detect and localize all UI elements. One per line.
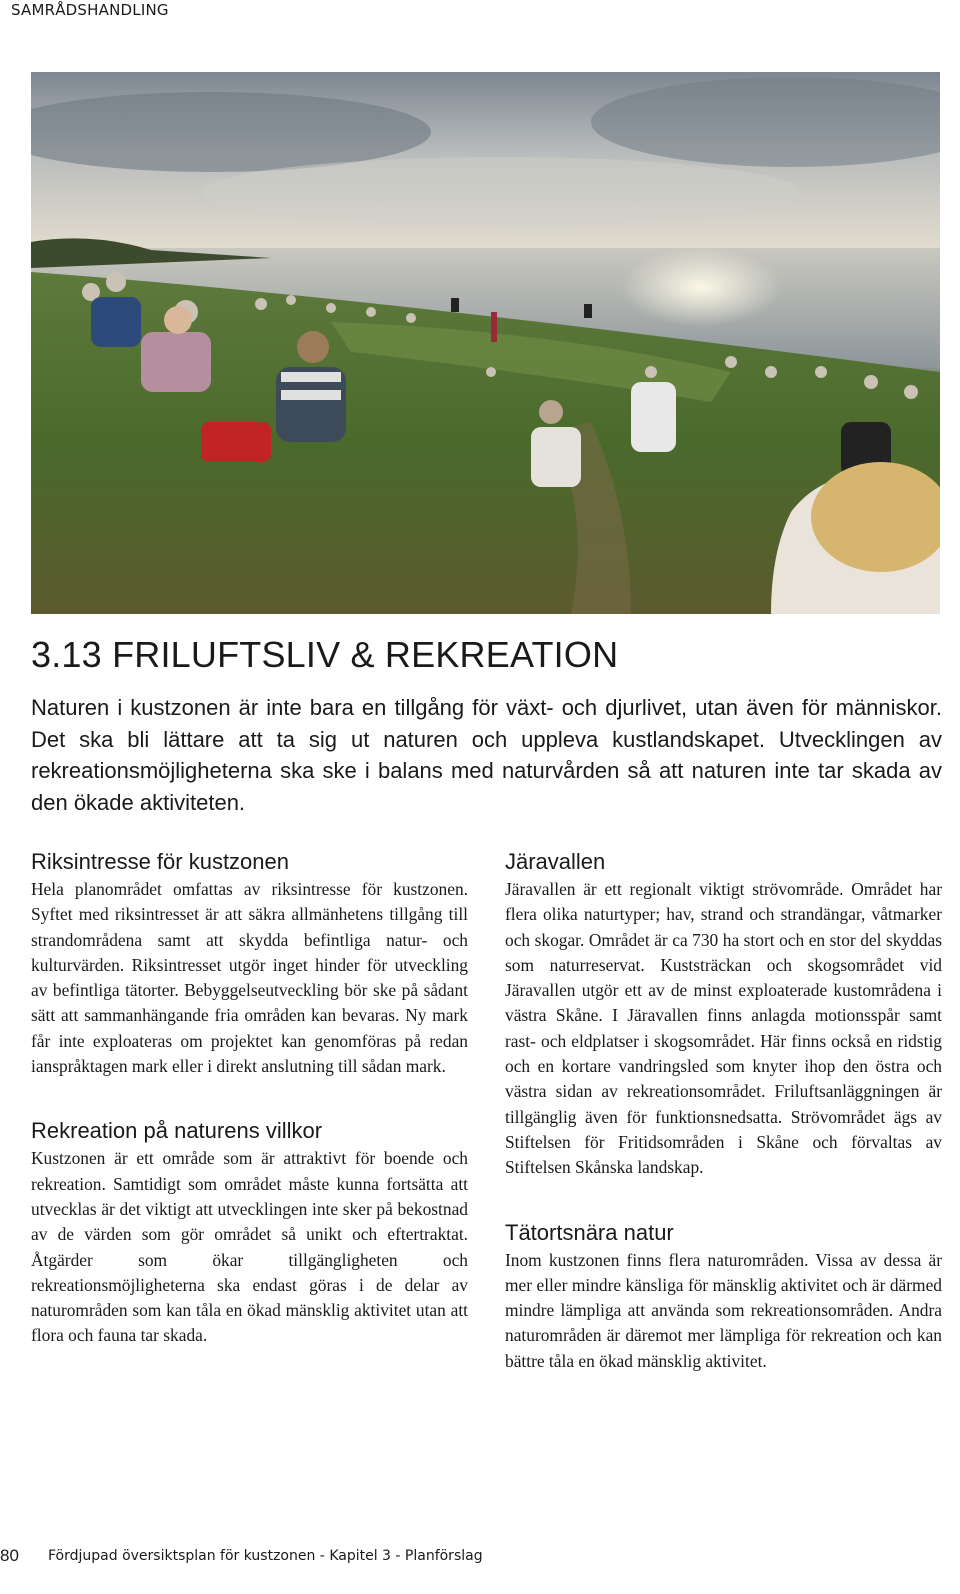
seaside-audience-photo — [31, 72, 940, 614]
page-number: 80 — [0, 1546, 19, 1565]
subheading-rekreation: Rekreation på naturens villkor — [31, 1118, 323, 1144]
left-column — [31, 848, 468, 1349]
paragraph-rekreation: Kustzonen är ett område som är attraktivt för boende och rekreation. Samtidigt som området måste kunna fortsätta att utvecklas är det viktigt att utvecklingen inte sker på bekostnad av de värden som gör området så unikt och eftertraktat. Åtgärder som ökar tillgängligheten och rekreationsmöjligheterna ska endast göras i de delar av naturområden som kan tåla en ökad mänsklig aktivitet utan att flora och fauna tar skada. — [31, 1148, 468, 1346]
right-column — [505, 848, 942, 1374]
subheading-tatortsnara: Tätortsnära natur — [505, 1219, 674, 1245]
section-intro: Naturen i kustzonen är inte bara en tillgång för växt- och djurlivet, utan även för människor. Det ska bli lättare att ta sig ut naturen och uppleva kustlandskapet. Utvecklingen av rekreationsmöjligheterna ska ske i balans med naturvården så att naturen inte tar skada av den ökade aktiviteten. — [31, 695, 942, 815]
photo-illustration — [31, 72, 940, 614]
footer-title: Fördjupad översiktsplan för kustzonen - Kapitel 3 - Planförslag — [48, 1548, 483, 1564]
paragraph-tatortsnara: Inom kustzonen finns flera naturområden. Vissa av dessa är mer eller mindre känsliga för mänsklig aktivitet och är därmed mindre lämpliga att använda som rekreationsområden. Andra naturområden är däremot mer lämpliga för rekreation och kan bättre tåla en ökad mänsklig aktivitet. — [505, 1249, 942, 1371]
document-header-label: SAMRÅDSHANDLING — [11, 1, 169, 19]
page-footer — [0, 1546, 960, 1570]
section-title: 3.13 FRILUFTSLIV & REKREATION — [31, 634, 619, 675]
paragraph-riksintresse: Hela planområdet omfattas av riksintresse för kustzonen. Syftet med riksintresset är att säkra allmänhetens tillgång till strandområdena samt att skydda befintliga natur- och kulturvärden. Riksintresset utgör inget hinder för utveckling av befintliga tätorter. Bebyggelseutveckling bör ske på sådant sätt att sammanhängande fria områden kan bevaras. Ny mark får inte exploateras om projektet kan genomföras på redan ianspråktagen mark eller i direkt anslutning till sådan mark. — [31, 879, 468, 1077]
paragraph-jaravallen: Järavallen är ett regionalt viktigt strövområde. Området har flera olika naturtyper; hav, strand och strandängar, våtmarker och skogar. Området är ca 730 ha stort och en stor del skyddas som naturreservat. Kuststräckan och skogsområdet vid Järavallen utgör ett av de minst exploaterade kustområdena i västra Skåne. I Järavallen finns anlagda motionsspår samt rast- och eldplatser i skogsområdet. Här finns också en ridstig och en kortare vandringsled som knyter ihop den östra och västra sidan av rekreationsområdet. Friluftsanläggningen är tillgänglig även för funktionsnedsatta. Strövområdet ägs av Stiftelsen för Fritidsområden i Skåne och förvaltas av Stiftelsen Skånska landskap. — [505, 879, 942, 1178]
subheading-riksintresse: Riksintresse för kustzonen — [31, 849, 289, 874]
subheading-jaravallen: Järavallen — [505, 849, 606, 874]
